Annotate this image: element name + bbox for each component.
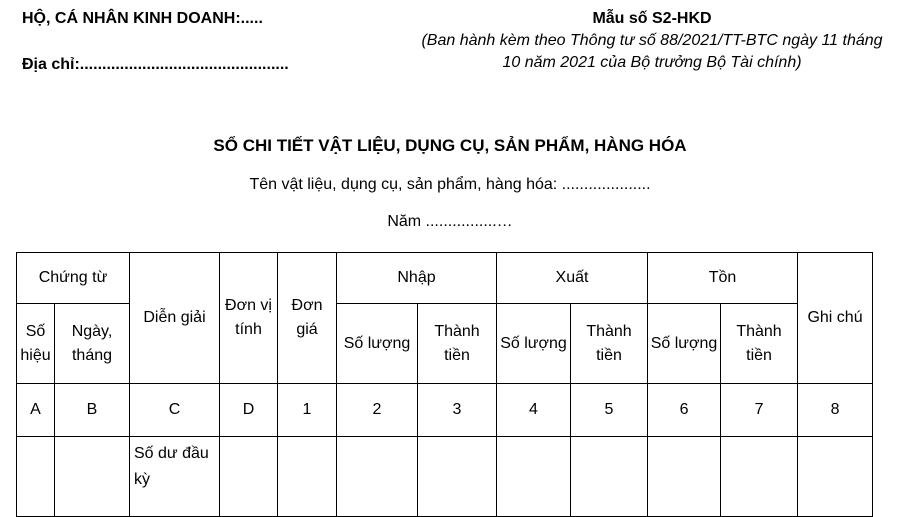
- column-code: 2: [337, 384, 418, 437]
- opening-balance-label: Số dư đầu kỳ: [130, 437, 220, 517]
- address-label: Địa chỉ:...............................................: [22, 56, 289, 73]
- document-title: SỔ CHI TIẾT VẬT LIỆU, DỤNG CỤ, SẢN PHẨM, HÀNG HÓA: [213, 136, 687, 155]
- balance-amount-header: Thành tiền: [721, 304, 798, 384]
- column-code: D: [220, 384, 278, 437]
- table-cell: [418, 437, 497, 517]
- table-cell: [17, 437, 55, 517]
- column-code: 7: [721, 384, 798, 437]
- table-cell: [55, 437, 130, 517]
- table-cell: [571, 437, 648, 517]
- header-row-1: [17, 253, 873, 304]
- table-cell: [648, 437, 721, 517]
- table-cell: [497, 437, 571, 517]
- column-code: 8: [798, 384, 873, 437]
- column-code: 4: [497, 384, 571, 437]
- table-cell: [721, 437, 798, 517]
- balance-quantity-header: Số lượng: [648, 304, 721, 384]
- import-amount-header: Thành tiền: [418, 304, 497, 384]
- issued-note: (Ban hành kèm theo Thông tư số 88/2021/TT-BTC ngày 11 tháng 10 năm 2021 của Bộ trưởng Bộ Tài chính): [421, 32, 883, 71]
- business-label: HỘ, CÁ NHÂN KINH DOANH:.....: [22, 10, 263, 27]
- export-group-header: Xuất: [497, 253, 648, 304]
- ledger-table: [16, 252, 873, 517]
- table-cell: [798, 437, 873, 517]
- table-cell: [220, 437, 278, 517]
- table-cell: [337, 437, 418, 517]
- opening-balance-row: [17, 437, 873, 517]
- description-header: Diễn giải: [130, 253, 220, 384]
- table-cell: [278, 437, 337, 517]
- import-group-header: Nhập: [337, 253, 497, 304]
- balance-group-header: Tồn: [648, 253, 798, 304]
- column-code-row: [17, 384, 873, 437]
- voucher-number-header: Số hiệu: [17, 304, 55, 384]
- form-number: Mẫu số S2-HKD: [592, 10, 712, 27]
- unit-header: Đơn vị tính: [220, 253, 278, 384]
- header-right: [412, 10, 892, 74]
- import-quantity-header: Số lượng: [337, 304, 418, 384]
- column-code: A: [17, 384, 55, 437]
- column-code: 6: [648, 384, 721, 437]
- voucher-group-header: Chứng từ: [17, 253, 130, 304]
- header-left: [22, 10, 289, 74]
- year-label: Năm ................…: [387, 213, 513, 230]
- column-code: 5: [571, 384, 648, 437]
- column-code: 1: [278, 384, 337, 437]
- export-amount-header: Thành tiền: [571, 304, 648, 384]
- column-code: C: [130, 384, 220, 437]
- column-code: B: [55, 384, 130, 437]
- unit-price-header: Đơn giá: [278, 253, 337, 384]
- column-code: 3: [418, 384, 497, 437]
- voucher-date-header: Ngày, tháng: [55, 304, 130, 384]
- item-name-label: Tên vật liệu, dụng cụ, sản phẩm, hàng hóa: ....................: [249, 176, 651, 193]
- notes-header: Ghi chú: [798, 253, 873, 384]
- export-quantity-header: Số lượng: [497, 304, 571, 384]
